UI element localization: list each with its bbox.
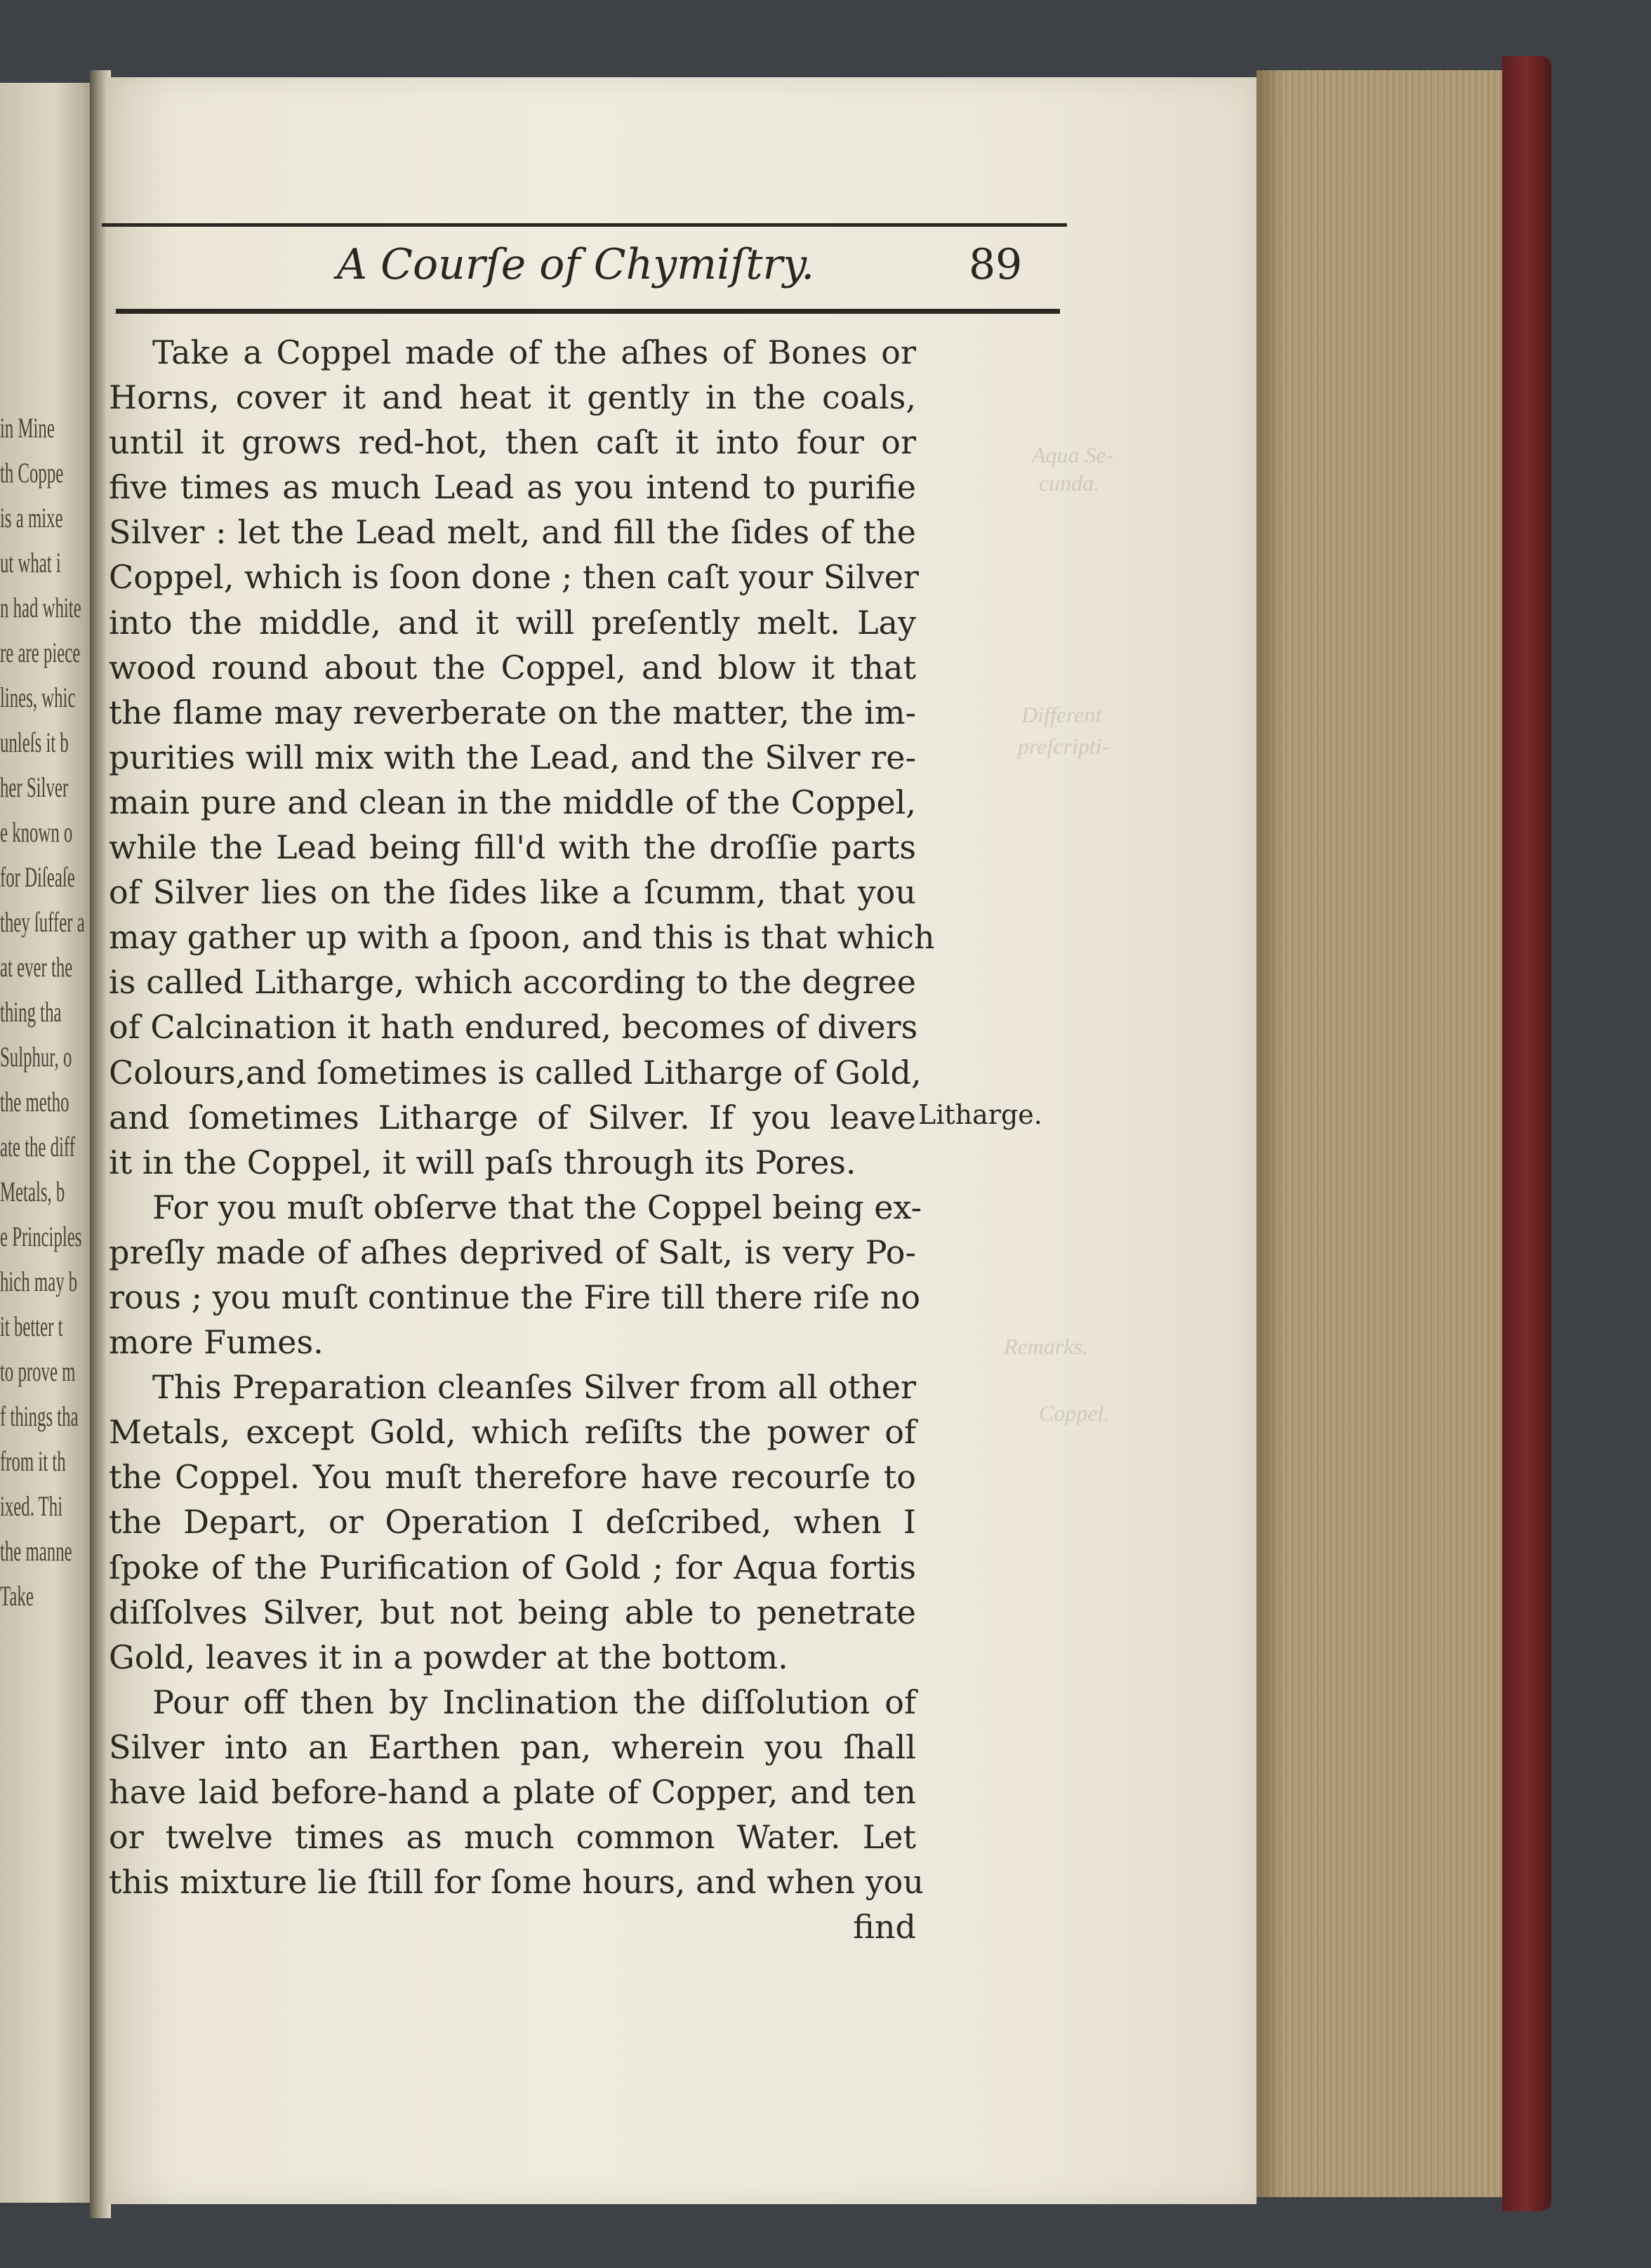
margin-note-litharge: Litharge.: [918, 1099, 1042, 1130]
text-line: this mixture lie ſtill for ſome hours, and when you: [109, 1863, 924, 1902]
text-line: Metals, except Gold, which reſiſts the power of: [109, 1413, 916, 1452]
left-page-fragment: lines, whic: [0, 682, 76, 713]
left-page-fragment: from it th: [0, 1445, 66, 1477]
left-page-fragment: Sulphur, o: [0, 1041, 72, 1073]
left-page-fragment: f things tha: [0, 1400, 79, 1432]
text-line: For you muſt obſerve that the Coppel being ex-: [152, 1188, 922, 1226]
text-line: or twelve times as much common Water. Let: [109, 1818, 916, 1857]
text-line: Colours,and ſometimes is called Litharge of Gold,: [109, 1053, 922, 1092]
text-line: Gold, leaves it in a powder at the bottom.: [109, 1638, 788, 1676]
catchword: find: [853, 1908, 916, 1947]
fore-edge-shadow: [1257, 70, 1285, 2197]
show-through-note: Coppel.: [1039, 1400, 1110, 1426]
text-line: Coppel, which is ſoon done ; then caſt your Silver: [109, 558, 919, 597]
text-line: it in the Coppel, it will paſs through its Pores.: [109, 1143, 856, 1181]
text-line: preſly made of aſhes deprived of Salt, is very Po-: [109, 1233, 916, 1271]
left-page-text-fragments: [0, 406, 85, 1619]
text-line: wood round about the Coppel, and blow it that: [109, 648, 916, 687]
text-line: have laid before-hand a plate of Copper, and ten: [109, 1773, 916, 1811]
left-page-fragment: e Principles: [0, 1221, 82, 1252]
running-head: A Courſe of Chymiſtry.: [336, 240, 815, 289]
left-page-fragment: at ever the: [0, 951, 73, 983]
text-line: Pour off then by Inclination the diſſolution of: [152, 1683, 916, 1721]
body-text: [109, 330, 935, 1949]
text-line: of Silver lies on the ſides like a ſcumm, that you: [109, 873, 916, 912]
text-line: the Depart, or Operation I deſcribed, when I: [109, 1503, 916, 1541]
left-page-fragment: n had white: [0, 592, 81, 623]
text-line: is called Litharge, which according to the degree: [109, 963, 916, 1002]
left-page-fragment: th Coppe: [0, 457, 64, 489]
left-page-fragment: Metals, b: [0, 1176, 65, 1207]
book-fore-edge: [1257, 70, 1530, 2197]
text-line: more Fumes.: [109, 1323, 324, 1362]
text-line: main pure and clean in the middle of the Coppel,: [109, 783, 916, 821]
left-page-fragment: the metho: [0, 1086, 69, 1118]
left-page-fragment: they ſuffer a: [0, 906, 85, 938]
show-through-note: Remarks.: [1004, 1334, 1088, 1359]
left-page-fragment: her Silver: [0, 771, 69, 803]
text-line: This Preparation cleanſes Silver from all other: [152, 1368, 916, 1407]
text-line: Horns, cover it and heat it gently in the coals,: [109, 378, 916, 417]
left-page-fragment: ate the diff: [0, 1131, 75, 1162]
text-line: rous ; you muſt continue the Fire till there riſe no: [109, 1278, 921, 1316]
text-line: Silver : let the Lead melt, and fill the ſides of the: [109, 513, 916, 552]
head-rule-bottom: [116, 309, 1060, 314]
text-line: Take a Coppel made of the aſhes of Bones or: [152, 333, 916, 371]
text-line: diſſolves Silver, but not being able to penetrate: [109, 1593, 916, 1631]
text-line: the Coppel. You muſt therefore have recourſe to: [109, 1458, 916, 1497]
text-line: five times as much Lead as you intend to purifie: [109, 468, 916, 507]
text-line: may gather up with a ſpoon, and this is that which: [109, 918, 935, 957]
left-page-fragment: to prove m: [0, 1355, 76, 1387]
left-page-fragment: Take: [0, 1580, 34, 1612]
left-page-fragment: is a mixe: [0, 502, 63, 533]
text-line: purities will mix with the Lead, and the Silver re-: [109, 738, 916, 776]
left-page-fragment: ut what i: [0, 547, 61, 578]
left-page-fragment: in Mine: [0, 412, 55, 444]
left-page-fragment: for Diſeaſe: [0, 861, 75, 893]
show-through-note: Aqua Se-: [1032, 442, 1114, 467]
show-through-note: Different: [1021, 702, 1102, 727]
book-cover-board: [1502, 56, 1551, 2211]
text-line: until it grows red-hot, then caſt it into four or: [109, 423, 916, 462]
left-page-fragment: re are piece: [0, 637, 81, 668]
left-page-fragment: the manne: [0, 1535, 72, 1567]
left-page-fragment: hich may b: [0, 1266, 78, 1297]
left-page-fragment: it better t: [0, 1311, 63, 1342]
show-through-note: cunda.: [1039, 470, 1100, 496]
text-line: the flame may reverberate on the matter, the im-: [109, 693, 916, 731]
head-rule-top: [102, 223, 1067, 227]
left-page-fragment: unleſs it b: [0, 727, 69, 758]
text-line: of Calcination it hath endured, becomes of divers: [109, 1008, 918, 1047]
left-page-fragment: thing tha: [0, 996, 62, 1028]
page-number: 89: [969, 240, 1023, 289]
text-line: and ſometimes Litharge of Silver. If you leave: [109, 1098, 916, 1136]
left-facing-page: [0, 83, 98, 2203]
text-line: Silver into an Earthen pan, wherein you ſhall: [109, 1727, 916, 1766]
left-page-fragment: ixed. Thi: [0, 1490, 63, 1522]
left-page-fragment: e known o: [0, 816, 73, 848]
show-through-note: preſcripti-: [1018, 734, 1110, 759]
text-line: ſpoke of the Purification of Gold ; for Aqua fortis: [109, 1548, 916, 1586]
text-line: while the Lead being fill'd with the droſſie parts: [109, 828, 916, 867]
text-line: into the middle, and it will preſently melt. Lay: [109, 603, 916, 642]
